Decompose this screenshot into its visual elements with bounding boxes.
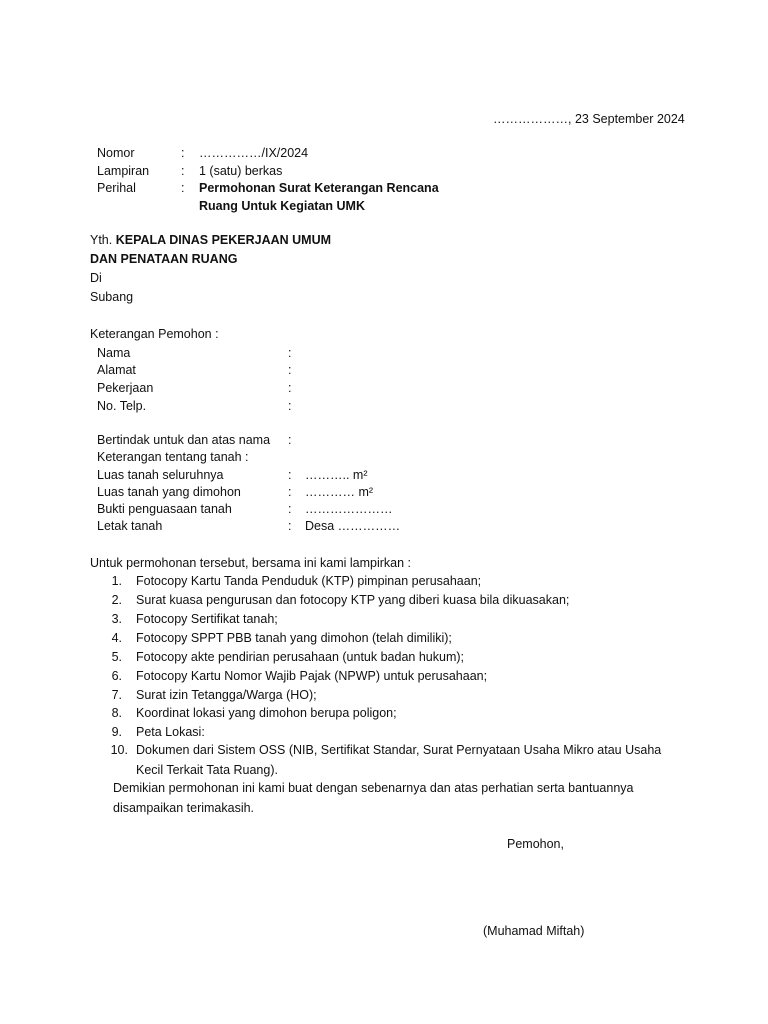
colon: : [288,502,292,516]
letak-value: Desa …………… [305,519,401,533]
list-item: Fotocopy Sertifikat tanah; [136,612,278,626]
lampiran-value: 1 (satu) berkas [199,164,283,178]
colon: : [288,468,292,482]
list-item: Fotocopy Kartu Nomor Wajib Pajak (NPWP) untuk perusahaan; [136,669,488,683]
applicant-heading: Keterangan Pemohon : [90,327,219,341]
field-alamat: Alamat [97,363,136,377]
perihal-line1: Permohonan Surat Keterangan Rencana [199,181,439,195]
nomor-value: ……………/IX/2024 [199,146,309,160]
attachments-intro: Untuk permohonan tersebut, bersama ini kami lampirkan : [90,556,411,570]
signature-label: Pemohon, [507,837,564,851]
land-heading: Keterangan tentang tanah : [97,450,249,464]
recipient-title: KEPALA DINAS PEKERJAAN UMUM [115,233,332,247]
date-line: ………………, 23 September 2024 [493,112,685,126]
list-number: 1. [111,574,122,588]
list-number: 5. [111,650,122,664]
colon: : [288,519,292,533]
nomor-label: Nomor [97,146,135,160]
list-item: Dokumen dari Sistem OSS (NIB, Sertifikat Standar, Surat Pernyataan Usaha Mikro atau Usaha [136,743,662,757]
letak-label: Letak tanah [97,519,163,533]
list-item: Fotocopy akte pendirian perusahaan (untuk badan hukum); [136,650,464,664]
list-item: Peta Lokasi: [136,725,205,739]
acting-label: Bertindak untuk dan atas nama [97,433,271,447]
closing-line2: disampaikan terimakasih. [113,801,255,815]
field-telp: No. Telp. [97,399,147,413]
list-item-continuation: Kecil Terkait Tata Ruang). [136,763,278,777]
luas-mohon-value: ………… m² [305,485,374,499]
list-number: 6. [111,669,122,683]
list-number: 2. [111,593,122,607]
colon: : [288,363,292,377]
luas-total-value: ……….. m² [305,468,368,482]
perihal-label: Perihal [97,181,136,195]
colon: : [288,381,292,395]
colon: : [181,164,185,178]
lampiran-label: Lampiran [97,164,150,178]
bukti-label: Bukti penguasaan tanah [97,502,232,516]
luas-mohon-label: Luas tanah yang dimohon [97,485,241,499]
recipient-di: Di [90,271,102,285]
list-number: 3. [111,612,122,626]
colon: : [288,485,292,499]
yth-label: Yth. [90,233,113,247]
field-nama: Nama [97,346,131,360]
recipient-line1 [90,232,331,249]
list-item: Koordinat lokasi yang dimohon berupa poligon; [136,706,397,720]
colon: : [288,433,292,447]
list-item: Surat izin Tetangga/Warga (HO); [136,688,317,702]
list-number: 10. [110,743,128,757]
colon: : [288,399,292,413]
signature-name: (Muhamad Miftah) [483,924,585,938]
list-item: Surat kuasa pengurusan dan fotocopy KTP yang diberi kuasa bila dikuasakan; [136,593,570,607]
colon: : [181,146,185,160]
list-number: 4. [111,631,122,645]
colon: : [181,181,185,195]
closing-line1: Demikian permohonan ini kami buat dengan sebenarnya dan atas perhatian serta bantuannya [113,781,634,795]
bukti-value: ………………… [305,502,393,516]
recipient-line2: DAN PENATAAN RUANG [90,252,238,266]
list-item: Fotocopy Kartu Tanda Penduduk (KTP) pimpinan perusahaan; [136,574,482,588]
colon: : [288,346,292,360]
recipient-city: Subang [90,290,134,304]
list-number: 9. [111,725,122,739]
list-number: 7. [111,688,122,702]
field-pekerjaan: Pekerjaan [97,381,154,395]
luas-total-label: Luas tanah seluruhnya [97,468,224,482]
list-item: Fotocopy SPPT PBB tanah yang dimohon (telah dimiliki); [136,631,452,645]
list-number: 8. [111,706,122,720]
perihal-line2: Ruang Untuk Kegiatan UMK [199,199,365,213]
